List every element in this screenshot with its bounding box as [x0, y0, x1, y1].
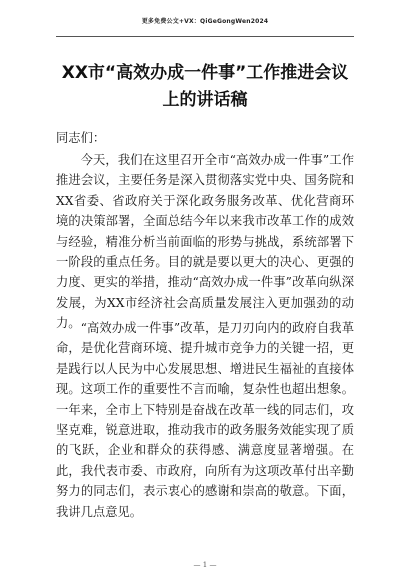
paragraph-2: “高效办成一件事”改革，是刀刃向内的政府自我革命，是优化营商环境、提升城市竞争力的关键一招，更是践行以人民为中心发展思想、增进民生福祉的直接体现。这项工作的重要性不言而喻，复杂性也超出想象。一年来，全市上下特别是奋战在改革一线的同志们，攻坚克难，锐意进取，推动我市的政务服务效能实现了质的飞跃，企业和群众的获得感、满意度显著增强。在此，我代表市委、市政府，向所有为这项改革付出辛勤努力的同志们，表示衷心的感谢和崇高的敬意。下面，我讲几点意见。 — [56, 321, 354, 519]
greeting: 同志们： — [56, 131, 106, 145]
paragraph-1: 今天，我们在这里召开全市“高效办成一件事”工作推进会议，主要任务是深入贯彻落实党中央、国务院和XX省委、省政府关于深化政务服务改革、优化营商环境的决策部署，全面总结今年以来我市改革工作的成效与经验，精准分析当前面临的形势与挑战，系统部署下一阶段的重点任务。目的就是要以更大的决心、更强的力度、更实的举措，推动“高效办成一件事”改革向纵深发展，为XX市经济社会高质量发展注入更加强劲的动力。 — [56, 153, 354, 331]
header-note: 更多免费公文+VX：QiGeGongWen2024 — [141, 18, 269, 25]
title-line-1: XX市“高效办成一件事”工作推进会议 — [61, 63, 349, 83]
header-divider — [56, 36, 354, 37]
document-title — [40, 60, 370, 114]
page-number: — 1 — — [193, 561, 217, 569]
title-line-2: 上的讲话稿 — [162, 90, 248, 110]
